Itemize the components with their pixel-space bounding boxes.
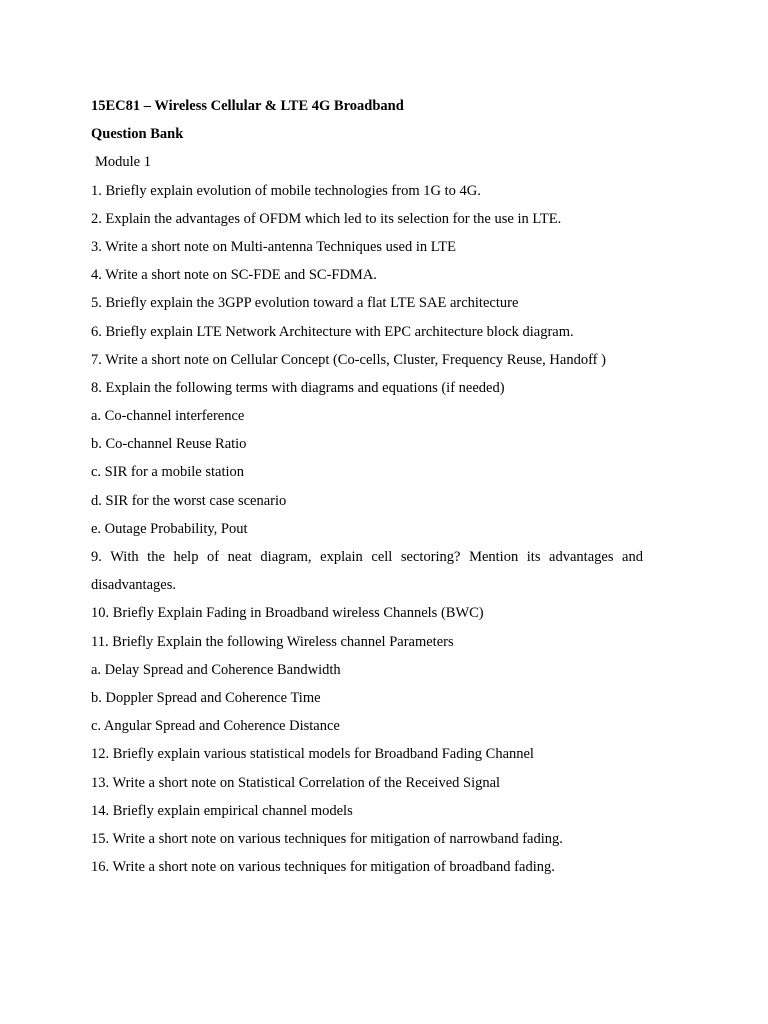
question-item: 5. Briefly explain the 3GPP evolution toward a flat LTE SAE architecture xyxy=(91,295,519,312)
doc-subtitle: Question Bank xyxy=(91,126,184,143)
sub-item: a. Co-channel interference xyxy=(91,408,245,425)
sub-item: d. SIR for the worst case scenario xyxy=(91,492,287,509)
question-item: 10. Briefly Explain Fading in Broadband wireless Channels (BWC) xyxy=(91,605,484,622)
question-item-9 xyxy=(91,543,643,599)
question-item: 8. Explain the following terms with diagrams and equations (if needed) xyxy=(91,379,505,396)
question-item: 4. Write a short note on SC-FDE and SC-FDMA. xyxy=(91,267,377,284)
question-item: 2. Explain the advantages of OFDM which led to its selection for the use in LTE. xyxy=(91,210,562,227)
question-item-9-line-2: disadvantages. xyxy=(91,577,176,594)
question-item: 15. Write a short note on various techniques for mitigation of narrowband fading. xyxy=(91,830,563,847)
question-item-9-line-1: 9. With the help of neat diagram, explain cell sectoring? Mention its advantages and xyxy=(91,549,643,565)
sub-item: c. Angular Spread and Coherence Distance xyxy=(91,718,340,735)
question-item: 14. Briefly explain empirical channel models xyxy=(91,802,353,819)
sub-item: b. Doppler Spread and Coherence Time xyxy=(91,689,321,706)
question-bank-content xyxy=(91,92,643,881)
question-item: 3. Write a short note on Multi-antenna Techniques used in LTE xyxy=(91,238,456,255)
question-item: 7. Write a short note on Cellular Concept (Co-cells, Cluster, Frequency Reuse, Handoff ) xyxy=(91,351,606,368)
sub-item: a. Delay Spread and Coherence Bandwidth xyxy=(91,661,341,678)
question-item: 16. Write a short note on various techniques for mitigation of broadband fading. xyxy=(91,859,555,876)
question-item: 12. Briefly explain various statistical models for Broadband Fading Channel xyxy=(91,746,534,763)
question-item: 11. Briefly Explain the following Wireless channel Parameters xyxy=(91,633,454,650)
question-item: 6. Briefly explain LTE Network Architecture with EPC architecture block diagram. xyxy=(91,323,574,340)
sub-item: b. Co-channel Reuse Ratio xyxy=(91,436,247,453)
question-item: 13. Write a short note on Statistical Correlation of the Received Signal xyxy=(91,774,501,791)
sub-item: c. SIR for a mobile station xyxy=(91,464,245,481)
sub-item: e. Outage Probability, Pout xyxy=(91,520,248,537)
module-heading: Module 1 xyxy=(95,154,151,171)
question-item: 1. Briefly explain evolution of mobile technologies from 1G to 4G. xyxy=(91,182,481,199)
course-title: 15EC81 – Wireless Cellular & LTE 4G Broadband xyxy=(91,98,404,114)
